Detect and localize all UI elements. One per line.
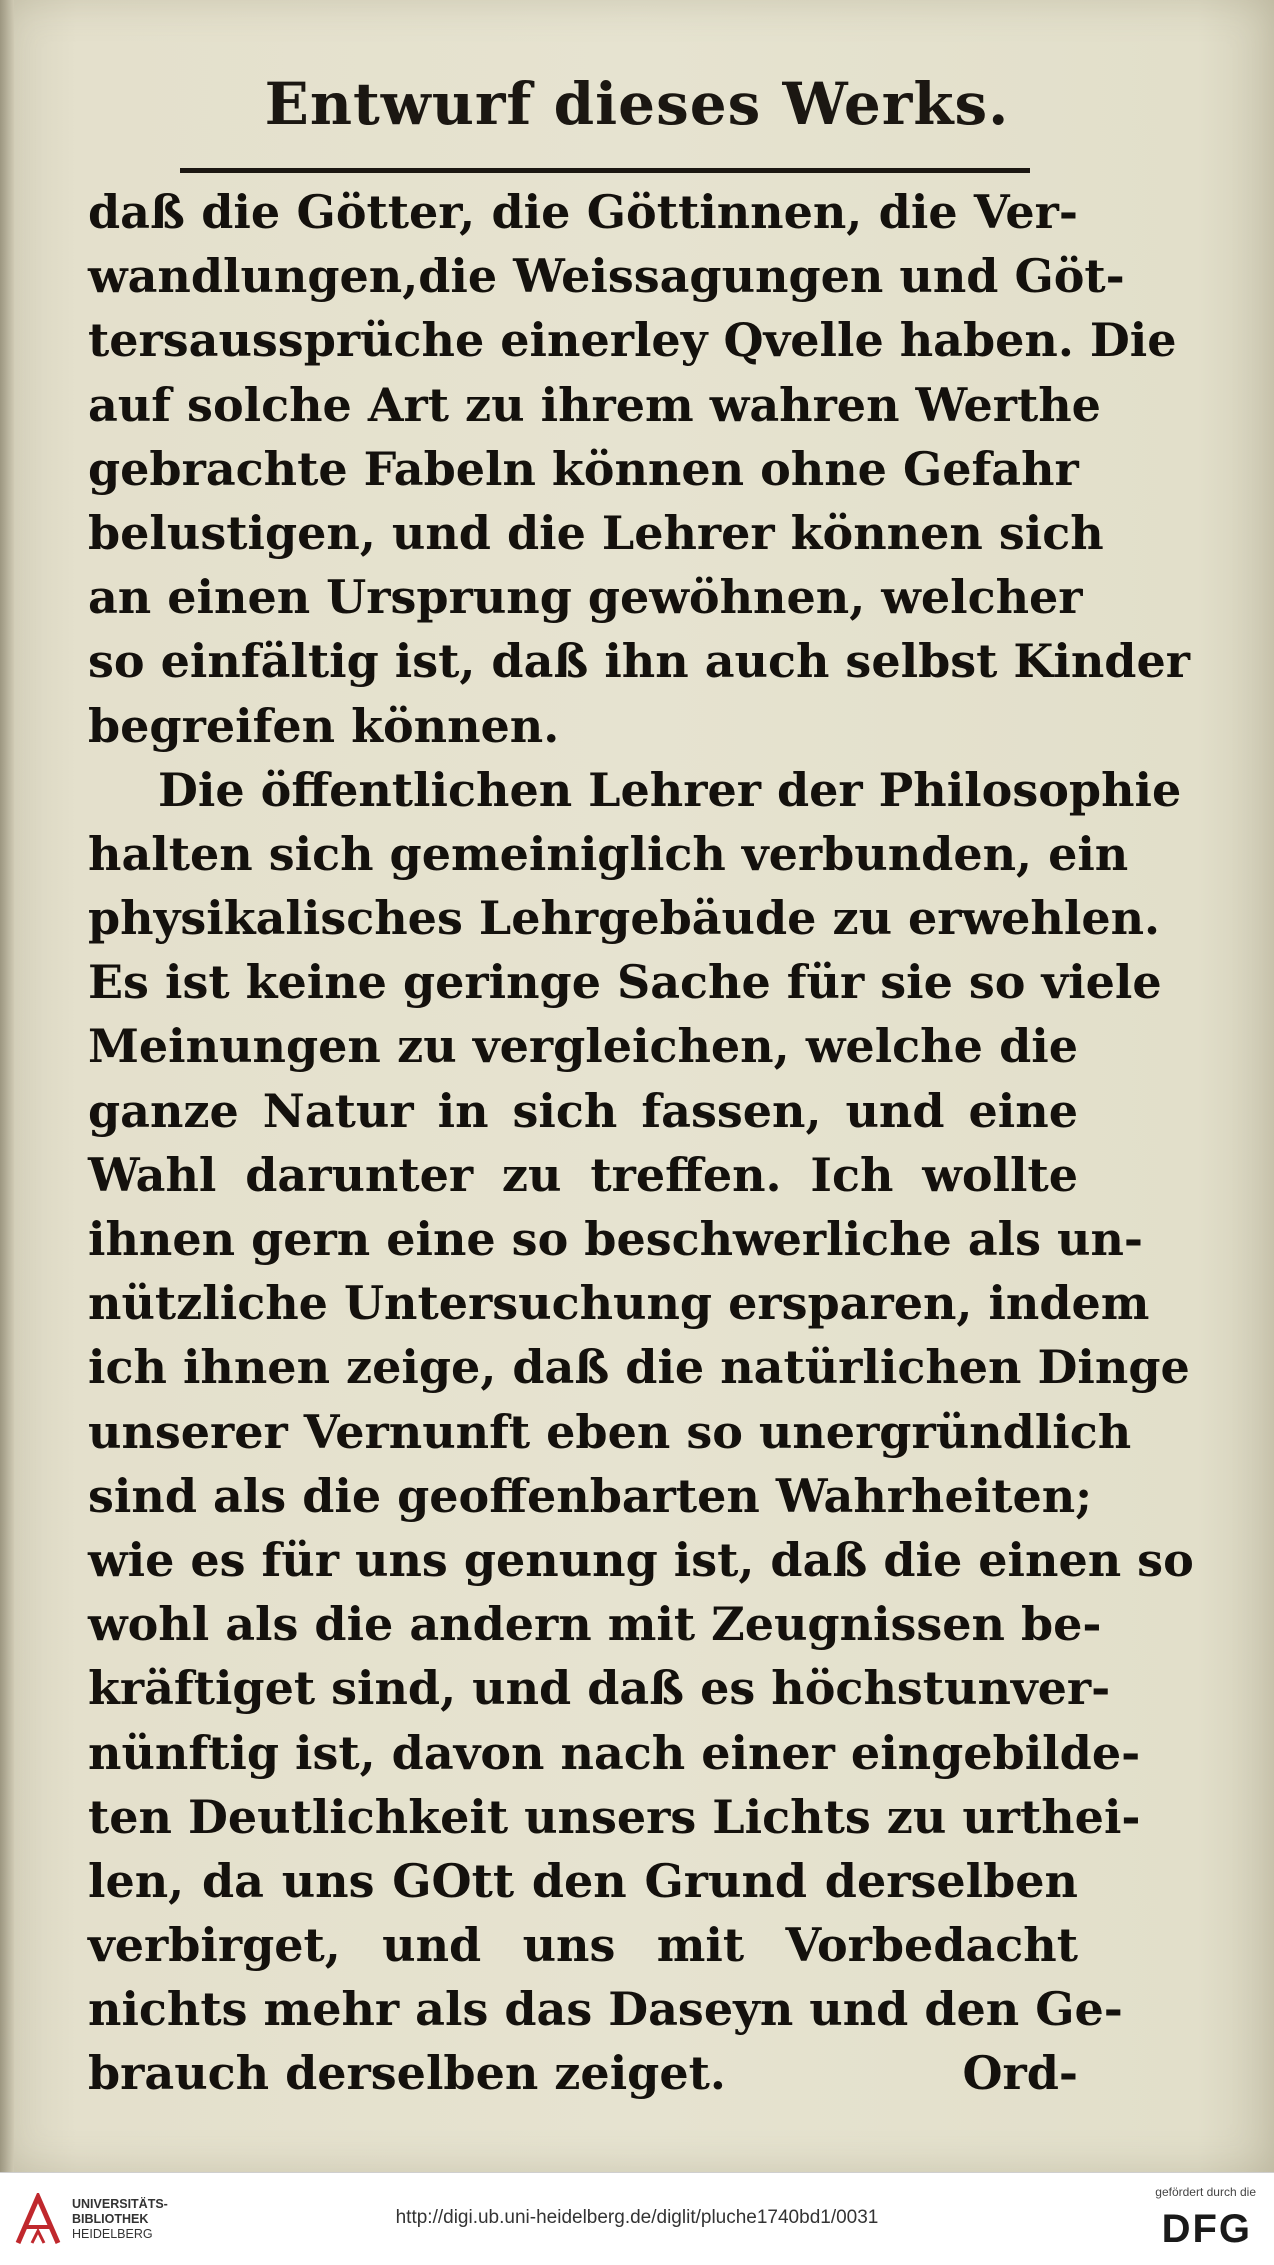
text-line: halten sich gemeiniglich verbunden, ein xyxy=(88,826,1129,881)
page-edge xyxy=(0,0,14,2172)
text-line: nichts mehr als das Daseyn und den Ge- xyxy=(88,1982,1123,2037)
text-line-final xyxy=(88,2041,1078,2105)
text-line: Meinungen zu vergleichen, welche die xyxy=(88,1019,1078,1074)
text-line: wandlungen,die Weissagungen und Göt- xyxy=(88,249,1125,304)
text-line: Wahl darunter zu treffen. Ich wollte xyxy=(88,1147,1078,1202)
text-line: len, da uns GOtt den Grund derselben xyxy=(88,1853,1078,1908)
permalink-url[interactable]: http://digi.ub.uni-heidelberg.de/diglit/pluche1740bd1/0031 xyxy=(395,2207,879,2228)
text-line: gebrachte Fabeln können ohne Gefahr xyxy=(88,441,1079,496)
text-line: Die öffentlichen Lehrer der Philosophie xyxy=(158,762,1182,817)
text-line: kräftiget sind, und daß es höchstunver- xyxy=(88,1661,1111,1716)
text-line: wie es für uns genung ist, daß die einen so xyxy=(88,1532,1194,1587)
text-line: sind als die geoffenbarten Wahrheiten; xyxy=(88,1468,1093,1523)
text-line: nützliche Untersuchung ersparen, indem xyxy=(88,1276,1150,1331)
library-name-line: BIBLIOTHEK xyxy=(72,2212,149,2226)
library-name-line: UNIVERSITÄTS- xyxy=(72,2197,168,2211)
catchword: Ord- xyxy=(962,2046,1078,2101)
text-line: verbirget, und uns mit Vorbedacht xyxy=(88,1918,1078,1973)
text-line: nünftig ist, davon nach einer eingebilde- xyxy=(88,1725,1141,1780)
dfg-logo[interactable]: DFG xyxy=(1161,2207,1252,2251)
text-line-end: brauch derselben zeiget. xyxy=(88,2046,726,2101)
page-body-text xyxy=(88,180,1194,2106)
text-line: auf solche Art zu ihrem wahren Werthe xyxy=(88,377,1101,432)
text-line: unserer Vernunft eben so unergründlich xyxy=(88,1404,1132,1459)
text-line: ganze Natur in sich fassen, und eine xyxy=(88,1083,1078,1138)
running-header: Entwurf dieses Werks. xyxy=(264,70,1010,138)
text-line: belustigen, und die Lehrer können sich xyxy=(88,505,1104,560)
text-line: begreifen können. xyxy=(88,698,560,753)
text-line: ten Deutlichkeit unsers Lichts zu urthei- xyxy=(88,1789,1141,1844)
text-line: physikalisches Lehrgebäude zu erwehlen. xyxy=(88,891,1161,946)
library-name-line: HEIDELBERG xyxy=(72,2227,153,2241)
header-rule xyxy=(180,168,1030,173)
text-line: ihnen gern eine so beschwerliche als un- xyxy=(88,1212,1144,1266)
text-line: Es ist keine geringe Sache für sie so viele xyxy=(88,955,1162,1010)
text-line: wohl als die andern mit Zeugnissen be- xyxy=(88,1597,1102,1652)
viewer-footer xyxy=(0,2172,1274,2265)
sponsor-caption: gefördert durch die xyxy=(1155,2185,1256,2199)
text-line: so einfältig ist, daß ihn auch selbst Kinder xyxy=(88,634,1190,689)
text-line: ich ihnen zeige, daß die natürlichen Dinge xyxy=(88,1340,1190,1395)
text-line: tersaussprüche einerley Qvelle haben. Die xyxy=(88,313,1177,368)
text-line: daß die Götter, die Göttinnen, die Ver- xyxy=(88,185,1078,239)
text-line: an einen Ursprung gewöhnen, welcher xyxy=(88,570,1083,625)
